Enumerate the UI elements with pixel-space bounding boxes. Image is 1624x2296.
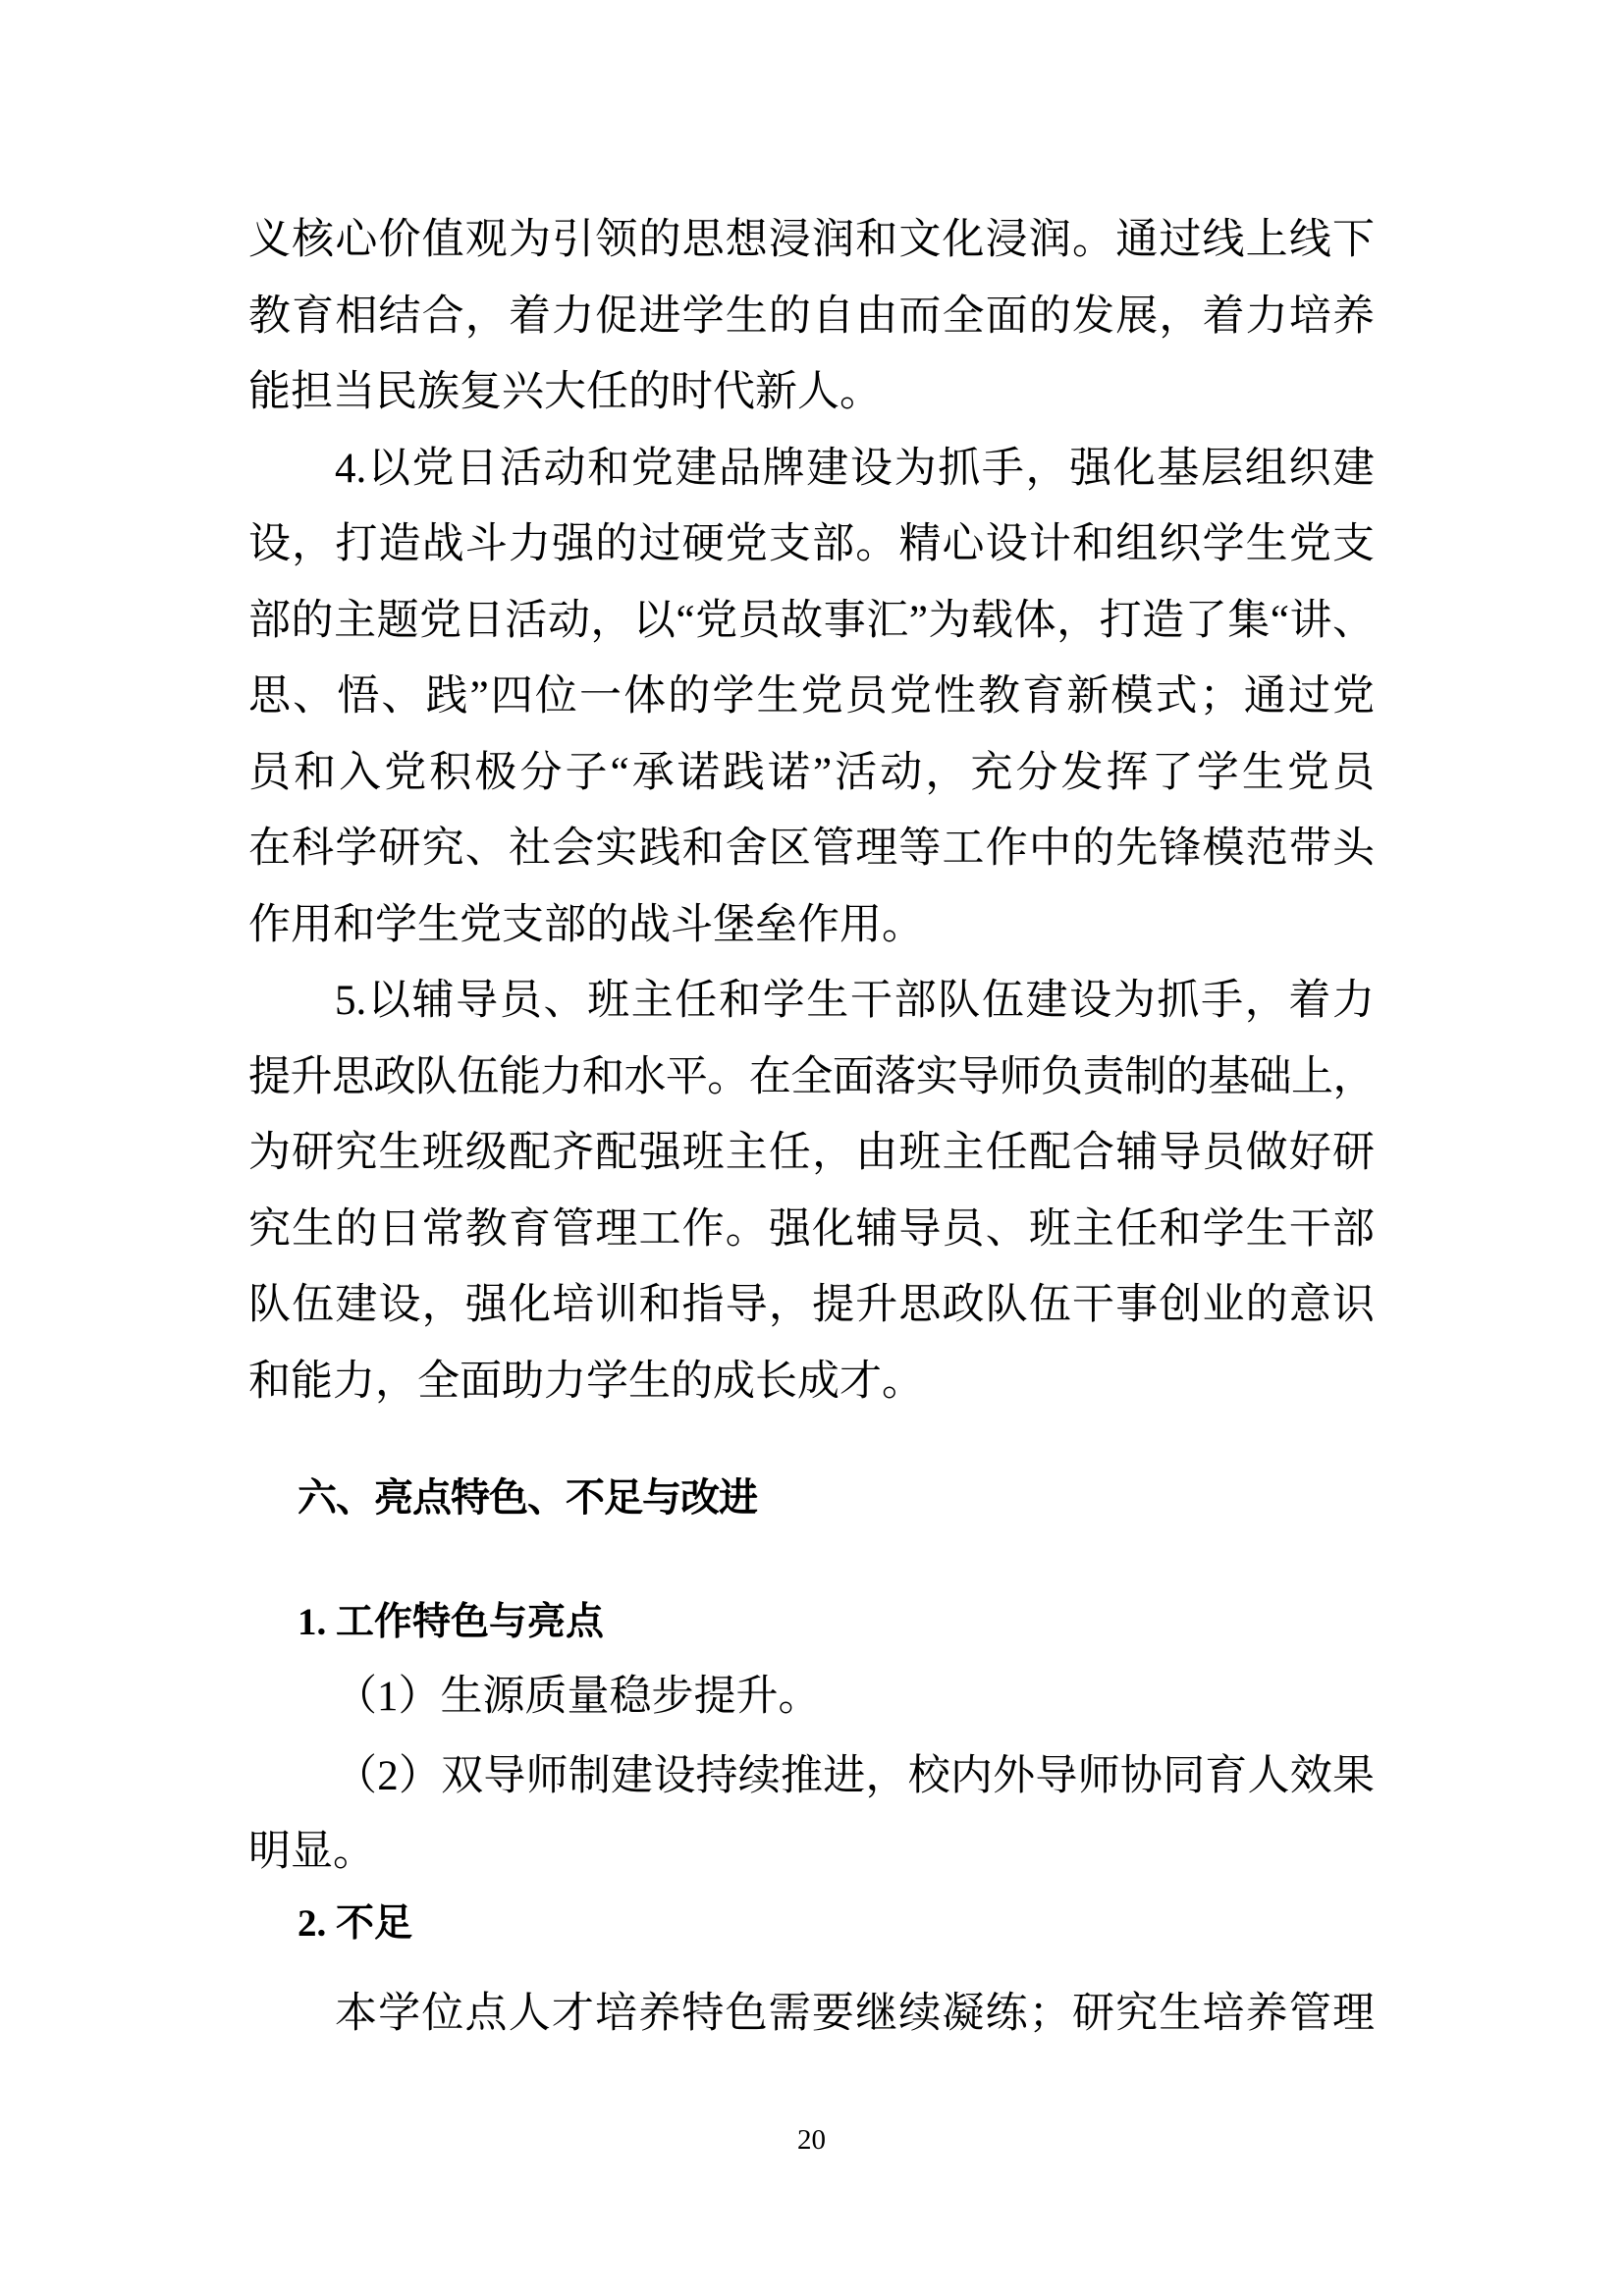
text-line: 本学位点人才培养特色需要继续凝练；研究生培养管理: [335, 1990, 1375, 2037]
paragraph: [248, 431, 1375, 964]
text-line: 员和入党积极分子“承诺践诺”活动，充分发挥了学生党员: [248, 749, 1375, 796]
text-line: 在科学研究、社会实践和舍区管理等工作中的先锋模范带头: [248, 826, 1375, 872]
text-line: 队伍建设，强化培训和指导，提升思政队伍干事创业的意识: [248, 1282, 1375, 1328]
text-line: 4.以党日活动和党建品牌建设为抓手，强化基层组织建: [335, 445, 1375, 492]
text-blocks: [248, 202, 1375, 2052]
text-line: 为研究生班级配齐配强班主任，由班主任配合辅导员做好研: [248, 1130, 1375, 1176]
text-line: 能担当民族复兴大任的时代新人。: [248, 369, 882, 415]
paragraph: [248, 1659, 1375, 1735]
paragraph: [248, 1976, 1375, 2053]
text-line: 义核心价值观为引领的思想浸润和文化浸润。通过线上线下: [248, 217, 1375, 263]
paragraph: [248, 202, 1375, 431]
page-number: 20: [797, 2124, 826, 2156]
text-line: 和能力，全面助力学生的成长成才。: [248, 1358, 924, 1405]
text-line: 教育相结合，着力促进学生的自由而全面的发展，着力培养: [248, 293, 1375, 340]
text-line: （2）双导师制建设持续推进，校内外导师协同育人效果: [335, 1752, 1375, 1799]
subsection-heading: 1. 工作特色与亮点: [298, 1601, 605, 1643]
paragraph: [248, 1738, 1375, 1891]
paragraph: [248, 963, 1375, 1419]
text-line: 作用和学生党支部的战斗堡垒作用。: [248, 901, 924, 948]
subsection-heading: 2. 不足: [298, 1901, 413, 1945]
text-line: 部的主题党日活动，以“党员故事汇”为载体，打造了集“讲、: [248, 597, 1375, 644]
text-line: 明显。: [248, 1829, 375, 1875]
text-line: 究生的日常教育管理工作。强化辅导员、班主任和学生干部: [248, 1205, 1375, 1253]
document-body: [248, 0, 1375, 2158]
text-line: 5.以辅导员、班主任和学生干部队伍建设为抓手，着力: [335, 978, 1375, 1024]
text-line: 提升思政队伍能力和水平。在全面落实导师负责制的基础上，: [248, 1053, 1375, 1100]
text-line: （1）生源质量稳步提升。: [335, 1674, 821, 1720]
text-line: 思、悟、践”四位一体的学生党员党性教育新模式；通过党: [248, 673, 1375, 720]
section-heading: 六、亮点特色、不足与改进: [298, 1476, 757, 1520]
text-line: 设，打造战斗力强的过硬党支部。精心设计和组织学生党支: [248, 521, 1375, 567]
